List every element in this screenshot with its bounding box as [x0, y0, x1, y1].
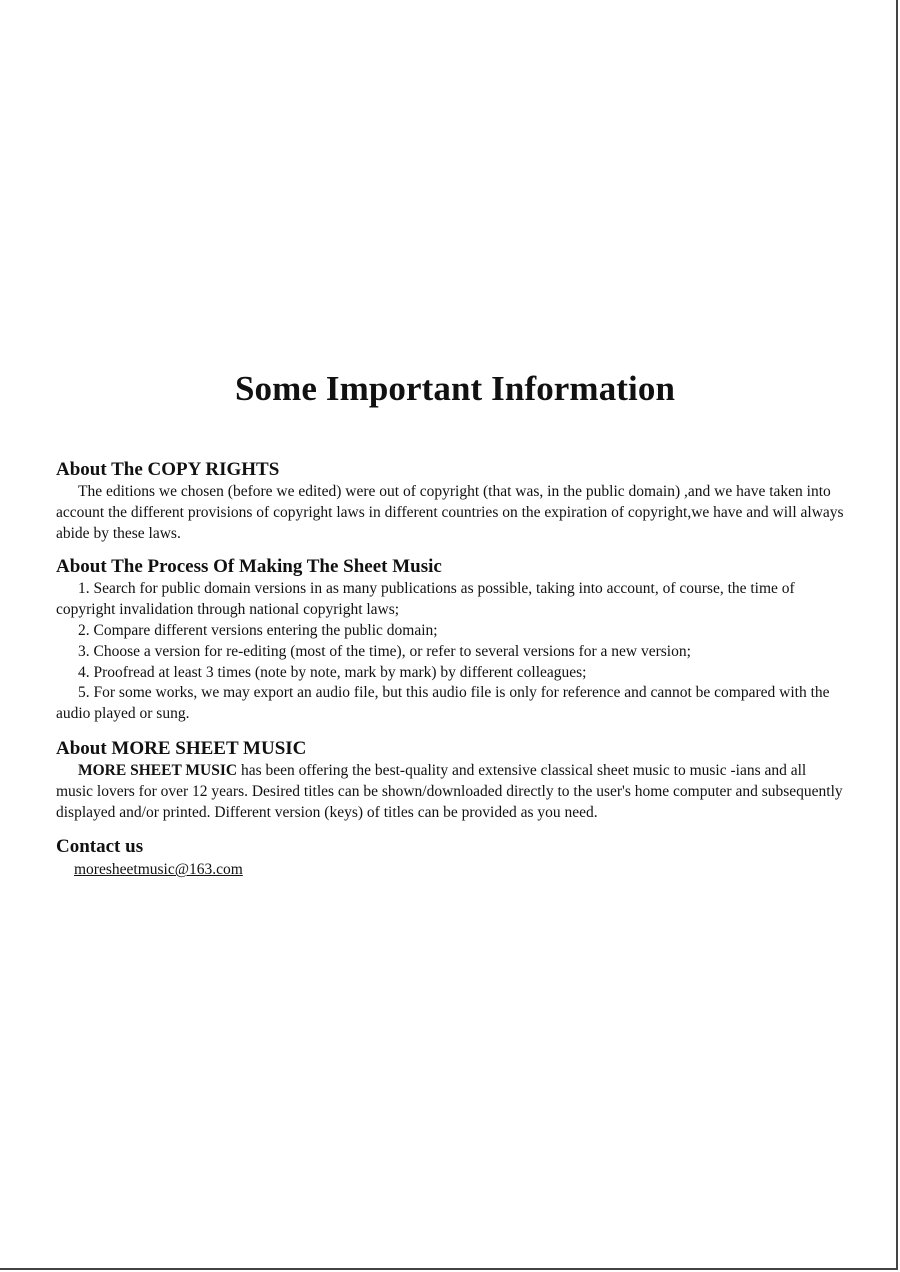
section-heading-about: About MORE SHEET MUSIC — [56, 737, 307, 759]
section-heading-contact: Contact us — [56, 836, 144, 858]
process-step-3: 3. Choose a version for re-editing (most of the time), or refer to several versions for a new version; — [78, 642, 691, 660]
section-contact — [56, 835, 846, 881]
section-copyright — [56, 458, 846, 544]
contact-email-link[interactable]: moresheetmusic@163.com — [74, 861, 243, 879]
section-heading-copyright: About The COPY RIGHTS — [56, 459, 280, 480]
about-text: has been offering the best-quality and extensive classical sheet music to music -ians and all music lovers for over 12 years. Desired titles can be shown/downloaded directly to the user's home computer and subsequently displayed and/or printed. Different version (keys) of titles can be provided as you need. — [56, 761, 843, 821]
section-about — [56, 737, 846, 823]
brand-name: MORE SHEET MUSIC — [78, 761, 238, 779]
copyright-paragraph: The editions we chosen (before we edited) were out of copyright (that was, in the public domain) ,and we have taken into account the different provisions of copyright laws in different countries on the expiration of copyright,we have and will always abide by these laws. — [56, 483, 844, 542]
page-title: Some Important Information — [234, 369, 676, 408]
section-heading-process: About The Process Of Making The Sheet Music — [56, 556, 442, 578]
about-paragraph — [56, 761, 846, 823]
process-step-5: 5. For some works, we may export an audio file, but this audio file is only for reference and cannot be compared with the audio played or sung. — [56, 684, 830, 723]
document-body — [56, 458, 846, 881]
process-step-1: 1. Search for public domain versions in as many publications as possible, taking into account, of course, the time of copyright invalidation through national copyright laws; — [56, 580, 795, 619]
process-step-4: 4. Proofread at least 3 times (note by note, mark by mark) by different colleagues; — [78, 663, 587, 681]
section-process — [56, 555, 846, 725]
process-step-2: 2. Compare different versions entering the public domain; — [78, 621, 438, 639]
